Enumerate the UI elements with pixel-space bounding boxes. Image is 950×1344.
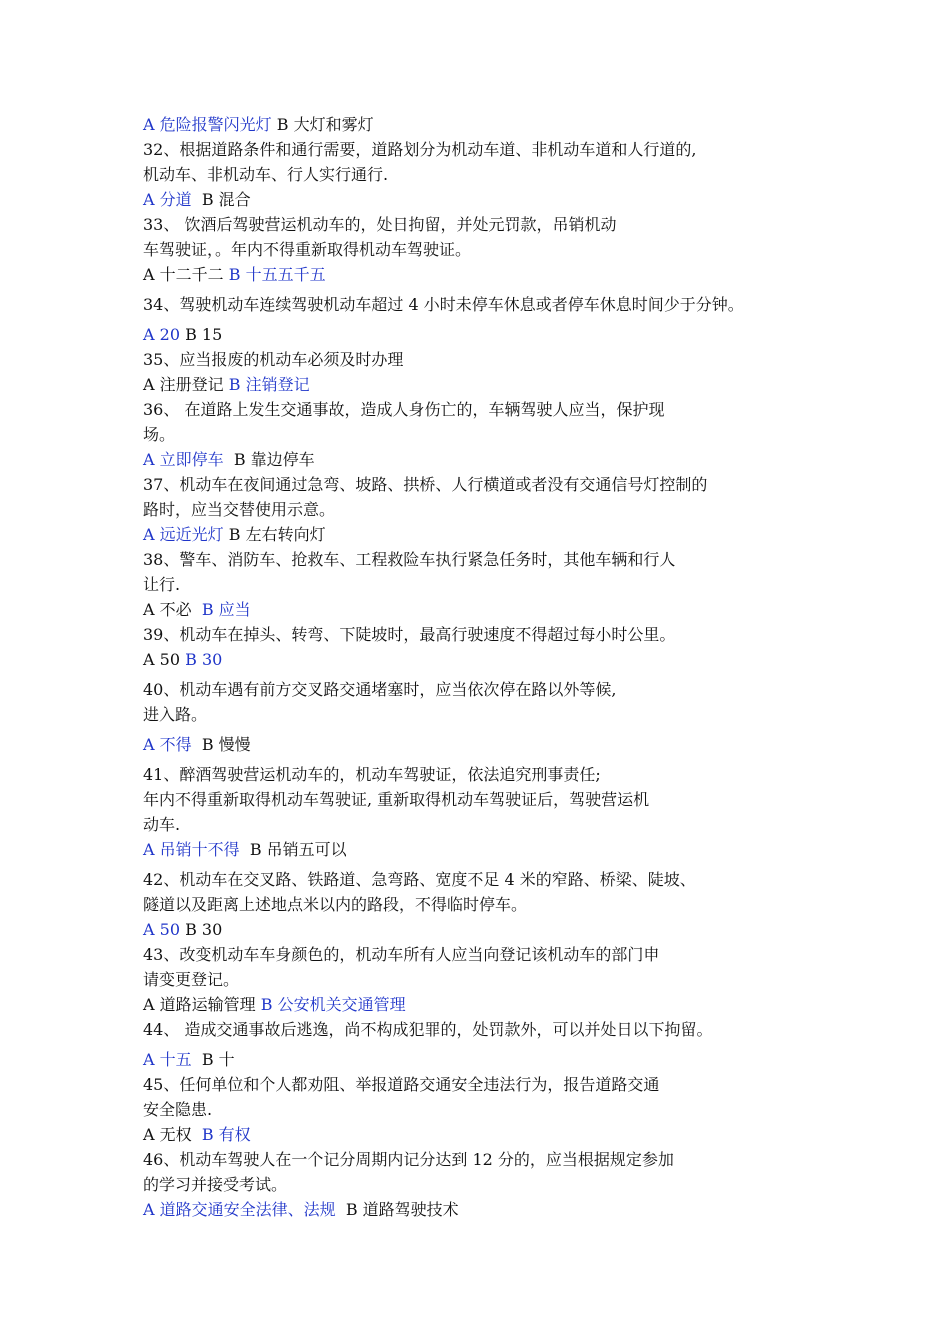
question-line: 36、 在道路上发生交通事故，造成人身伤亡的，车辆驾驶人应当，保护现	[143, 400, 665, 419]
correct-answer: A 立即停车	[143, 450, 224, 469]
correct-answer: B 应当	[201, 600, 251, 619]
question-line: 45、任何单位和个人都劝阻、举报道路交通安全违法行为，报告道路交通	[143, 1075, 660, 1094]
answer-option: A 不必	[143, 600, 202, 619]
answer-options	[143, 647, 843, 672]
question-line: 34、驾驶机动车连续驾驶机动车超过 4 小时未停车休息或者停车休息时间少于分钟。	[143, 295, 744, 314]
answer-option: B 左右转向灯	[223, 525, 326, 544]
question-line: 机动车、非机动车、行人实行通行.	[143, 165, 389, 184]
answer-options	[143, 917, 843, 942]
answer-options	[143, 112, 843, 137]
answer-option: B 靠边停车	[223, 450, 315, 469]
question-line: 的学习并接受考试。	[143, 1175, 288, 1194]
answer-options	[143, 837, 843, 862]
answer-option: A 50	[143, 650, 186, 669]
answer-option: B 慢慢	[191, 735, 251, 754]
answer-option: A 十二千二	[143, 265, 229, 284]
answer-option: B 道路驾驶技术	[335, 1200, 459, 1219]
answer-option: A 无权	[143, 1125, 202, 1144]
answer-options	[143, 1122, 843, 1147]
correct-answer: A 十五	[143, 1050, 192, 1069]
answer-option: B 15	[180, 325, 223, 344]
question-line: 场。	[143, 425, 176, 444]
question-line: 37、机动车在夜间通过急弯、坡路、拱桥、人行横道或者没有交通信号灯控制的	[143, 475, 708, 494]
correct-answer: B 注销登记	[228, 375, 310, 394]
answer-options	[143, 1197, 843, 1222]
correct-answer: A 道路交通安全法律、法规	[143, 1200, 336, 1219]
question-line: 42、机动车在交叉路、铁路道、急弯路、宽度不足 4 米的窄路、桥梁、陡坡、	[143, 870, 696, 889]
answer-options	[143, 322, 843, 347]
question-line: 39、机动车在掉头、转弯、下陡坡时，最高行驶速度不得超过每小时公里。	[143, 625, 676, 644]
correct-answer: B 十五五千五	[228, 265, 326, 284]
question-line: 35、应当报废的机动车必须及时办理	[143, 350, 404, 369]
answer-option: B 十	[191, 1050, 235, 1069]
question-line: 进入路。	[143, 705, 208, 724]
question-line: 年内不得重新取得机动车驾驶证, 重新取得机动车驾驶证后，驾驶营运机	[143, 790, 650, 809]
question-line: 43、改变机动车车身颜色的，机动车所有人应当向登记该机动车的部门申	[143, 945, 660, 964]
answer-options	[143, 262, 843, 287]
question-line: 33、 饮酒后驾驶营运机动车的，处日拘留，并处元罚款，吊销机动	[143, 215, 617, 234]
answer-options	[143, 187, 843, 212]
answer-options	[143, 522, 843, 547]
question-line: 安全隐患.	[143, 1100, 213, 1119]
answer-options	[143, 992, 843, 1017]
correct-answer: A 20	[143, 325, 180, 344]
answer-options	[143, 1047, 843, 1072]
correct-answer: B 有权	[201, 1125, 251, 1144]
answer-options	[143, 447, 843, 472]
question-line: 40、机动车遇有前方交叉路交通堵塞时，应当依次停在路以外等候,	[143, 680, 617, 699]
answer-option: A 道路运输管理	[143, 995, 261, 1014]
question-line: 隧道以及距离上述地点米以内的路段，不得临时停车。	[143, 895, 528, 914]
question-line: 38、警车、消防车、抢救车、工程救险车执行紧急任务时，其他车辆和行人	[143, 550, 676, 569]
correct-answer: A 危险报警闪光灯	[143, 115, 272, 134]
correct-answer: A 分道	[143, 190, 192, 209]
answer-option: B 30	[180, 920, 223, 939]
correct-answer: A 不得	[143, 735, 192, 754]
correct-answer: A 远近光灯	[143, 525, 224, 544]
answer-option: B 大灯和雾灯	[271, 115, 374, 134]
question-line: 路时，应当交替使用示意。	[143, 500, 336, 519]
document-page	[143, 112, 843, 1222]
question-line: 请变更登记。	[143, 970, 240, 989]
answer-options	[143, 597, 843, 622]
answer-option: A 注册登记	[143, 375, 229, 394]
question-line: 46、机动车驾驶人在一个记分周期内记分达到 12 分的，应当根据规定参加	[143, 1150, 674, 1169]
answer-option: B 混合	[191, 190, 251, 209]
correct-answer: B 30	[185, 650, 223, 669]
question-line: 让行.	[143, 575, 181, 594]
question-line: 44、 造成交通事故后逃逸，尚不构成犯罪的，处罚款外，可以并处日以下拘留。	[143, 1020, 713, 1039]
answer-options	[143, 732, 843, 757]
question-line: 32、根据道路条件和通行需要，道路划分为机动车道、非机动车道和人行道的,	[143, 140, 697, 159]
answer-options	[143, 372, 843, 397]
correct-answer: A 50	[143, 920, 180, 939]
correct-answer: B 公安机关交通管理	[260, 995, 406, 1014]
answer-option: B 吊销五可以	[239, 840, 347, 859]
question-line: 41、醉酒驾驶营运机动车的，机动车驾驶证，依法追究刑事责任;	[143, 765, 601, 784]
question-line: 车驾驶证，。年内不得重新取得机动车驾驶证。	[143, 240, 472, 259]
correct-answer: A 吊销十不得	[143, 840, 240, 859]
question-line: 动车.	[143, 815, 181, 834]
